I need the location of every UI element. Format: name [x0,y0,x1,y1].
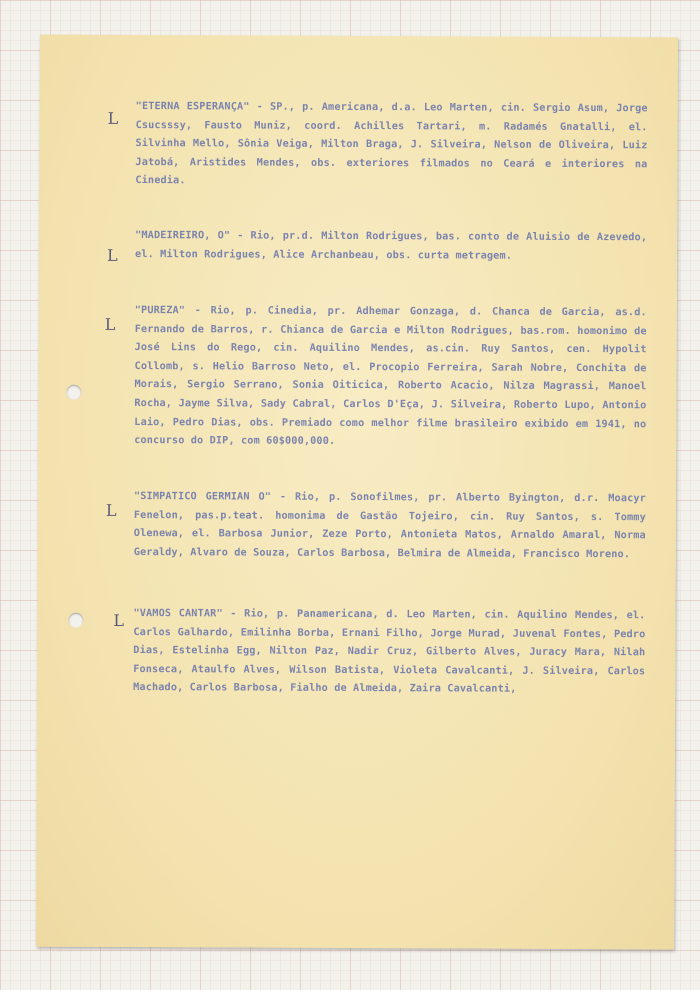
check-mark-1: L [107,108,119,128]
check-mark-3: L [104,314,116,334]
film-entry-madeireiro [135,227,647,266]
entry-text: "SIMPATICO GERMIAN O" - Rio, p. Sonofilmes, pr. Alberto Byington, d.r. Moacyr Fenelon, pas.p.teat. homonima de Gastão Tojeiro, cin. Ruy Santos, s. Tommy Olenewa, el. Barbosa Junior, Zeze Porto, Antonieta Matos, Arnaldo Amaral, Norma Geraldy, Alvaro de Souza, Carlos Barbosa, Belmira de Almeida, Francisco Moreno. [133,491,646,560]
typed-document-page [36,35,678,950]
entry-text: "ETERNA ESPERANÇA" - SP., p. Americana, d.a. Leo Marten, cin. Sergio Asum, Jorge Csucsssy, Fausto Muniz, coord. Achilles Tartari, m. Radamés Gnatalli, el. Silvinha Mello, Sônia Veiga, Milton Braga, J. Silveira, Nelson de Oliveira, Luiz Jatobá, Aristides Mendes, obs. exteriores filmados no Ceará e interiores na Cinedia. [135,101,648,187]
film-entry-pureza [134,302,647,453]
check-mark-2: L [106,245,118,265]
film-entry-eterna-esperanca [135,98,647,193]
film-entry-vamos-cantar [133,605,645,700]
film-entry-simpatico [134,488,646,565]
punch-hole-top [66,385,81,400]
check-mark-4: L [105,500,117,520]
punch-hole-bottom [68,613,83,628]
entry-text: "MADEIREIRO, O" - Rio, pr.d. Milton Rodrigues, bas. conto de Aluisio de Azevedo, el. Milton Rodrigues, Alice Archanbeau, obs. curta metragem. [135,230,648,262]
check-mark-5: L [113,610,125,630]
entry-text: "PUREZA" - Rio, p. Cinedia, pr. Adhemar Gonzaga, d. Chanca de Garcia, as.d. Fernando de Barros, r. Chianca de Garcia e Milton Rodrigues, bas.rom. homonimo de José Lins do Rego, cin. Aquilino Mendes, as.cin. Ruy Santos, cen. Hypolit Collomb, s. Helio Barroso Neto, el. Procopio Ferreira, Sarah Nobre, Conchita de Morais, Sergio Serrano, Sonia Oiticica, Roberto Acacio, Nilza Magrassi, Manoel Rocha, Jayme Silva, Sady Cabral, Carlos D'Eça, J. Silveira, Roberto Lupo, Antonio Laio, Pedro Dias, obs. Premiado como melhor filme brasileiro exibido em 1941, no concurso do DIP, com 60$000,000. [134,305,647,448]
entry-text: "VAMOS CANTAR" - Rio, p. Panamericana, d. Leo Marten, cin. Aquilino Mendes, el. Carlos Galhardo, Emilinha Borba, Ernani Filho, Jorge Murad, Juvenal Fontes, Pedro Dias, Estelinha Egg, Nilton Paz, Nadir Cruz, Gilberto Alves, Juracy Mara, Nilah Fonseca, Ataulfo Alves, Wilson Batista, Violeta Cavalcanti, J. Silveira, Carlos Machado, Carlos Barbosa, Fialho de Almeida, Zaira Cavalcanti, [133,608,646,696]
